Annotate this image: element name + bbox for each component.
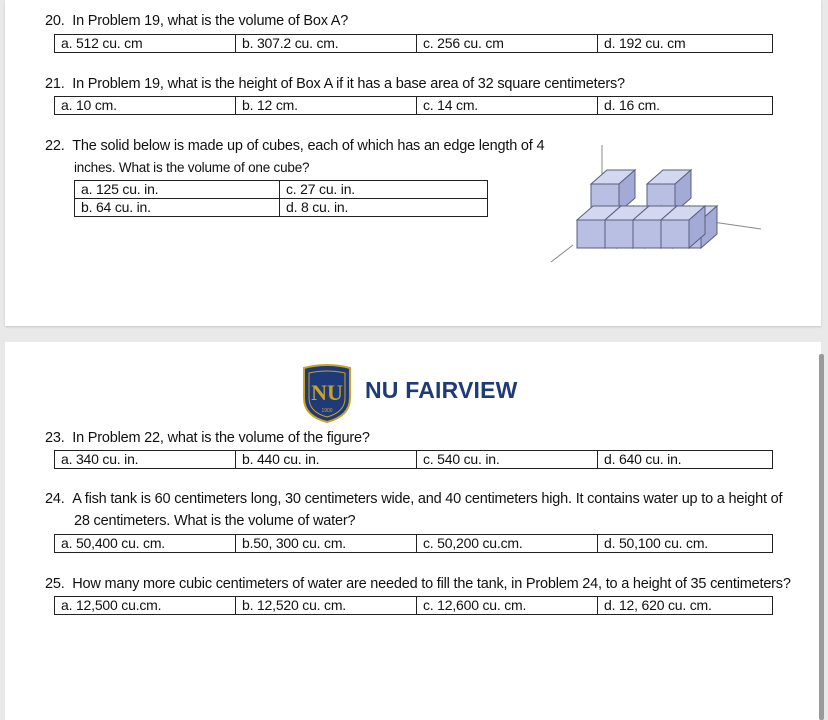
option-a[interactable]: a. 50,400 cu. cm.: [55, 535, 236, 553]
question-text-cont: inches. What is the volume of one cube?: [74, 160, 310, 175]
q23-options: [54, 450, 773, 469]
option-a[interactable]: a. 10 cm.: [55, 97, 236, 115]
question-text: In Problem 19, what is the volume of Box A?: [72, 13, 349, 29]
nu-logo: [300, 364, 354, 424]
question-number: 22.: [45, 138, 65, 154]
option-d[interactable]: d. 8 cu. in.: [280, 199, 488, 217]
option-b[interactable]: b. 440 cu. in.: [236, 451, 417, 469]
question-text: In Problem 22, what is the volume of the figure?: [72, 430, 370, 446]
q22-options: [74, 180, 488, 217]
question-text: In Problem 19, what is the height of Box A if it has a base area of 32 square centimeters?: [72, 76, 625, 92]
option-a[interactable]: a. 125 cu. in.: [75, 181, 280, 199]
question-number: 20.: [45, 13, 65, 29]
logo-letters: NU: [311, 380, 343, 405]
option-a[interactable]: a. 512 cu. cm: [55, 35, 236, 53]
question-23: [45, 429, 370, 447]
brand-name: NU FAIRVIEW: [365, 377, 518, 403]
option-c[interactable]: c. 50,200 cu.cm.: [417, 535, 598, 553]
option-d[interactable]: d. 50,100 cu. cm.: [598, 535, 773, 553]
scrollbar[interactable]: [819, 354, 824, 720]
option-d[interactable]: d. 640 cu. in.: [598, 451, 773, 469]
question-text: The solid below is made up of cubes, each of which has an edge length of 4: [72, 138, 545, 154]
option-c[interactable]: c. 540 cu. in.: [417, 451, 598, 469]
option-b[interactable]: b. 12,520 cu. cm.: [236, 597, 417, 615]
question-text: How many more cubic centimeters of water are needed to fill the tank, in Problem 24, to a height of 35 centimeters?: [72, 576, 791, 592]
option-b[interactable]: b. 12 cm.: [236, 97, 417, 115]
option-a[interactable]: a. 340 cu. in.: [55, 451, 236, 469]
question-text: A fish tank is 60 centimeters long, 30 centimeters wide, and 40 centimeters high. It contains water up to a height of: [72, 491, 783, 507]
logo-year: 1900: [321, 408, 333, 414]
option-c[interactable]: c. 27 cu. in.: [280, 181, 488, 199]
worksheet-page-2: [5, 342, 821, 720]
option-c[interactable]: c. 256 cu. cm: [417, 35, 598, 53]
question-number: 24.: [45, 491, 65, 507]
question-20: [45, 12, 348, 30]
q24-options: [54, 534, 773, 553]
question-number: 23.: [45, 430, 65, 446]
q21-options: [54, 96, 773, 115]
question-number: 21.: [45, 76, 65, 92]
question-text-cont: 28 centimeters. What is the volume of water?: [74, 513, 356, 529]
question-25: [45, 575, 791, 593]
option-b[interactable]: b. 307.2 cu. cm.: [236, 35, 417, 53]
q25-options: [54, 596, 773, 615]
option-a[interactable]: a. 12,500 cu.cm.: [55, 597, 236, 615]
option-d[interactable]: d. 12, 620 cu. cm.: [598, 597, 773, 615]
option-c[interactable]: c. 12,600 cu. cm.: [417, 597, 598, 615]
option-b[interactable]: b.50, 300 cu. cm.: [236, 535, 417, 553]
q20-options: [54, 34, 773, 53]
option-d[interactable]: d. 192 cu. cm: [598, 35, 773, 53]
cubes: [577, 170, 717, 248]
question-number: 25.: [45, 576, 65, 592]
question-22: [45, 137, 544, 155]
option-b[interactable]: b. 64 cu. in.: [75, 199, 280, 217]
worksheet-page-1: [5, 0, 821, 326]
question-24: [45, 490, 782, 508]
option-c[interactable]: c. 14 cm.: [417, 97, 598, 115]
option-d[interactable]: d. 16 cm.: [598, 97, 773, 115]
question-21: [45, 75, 625, 93]
cube-figure: [545, 140, 770, 265]
